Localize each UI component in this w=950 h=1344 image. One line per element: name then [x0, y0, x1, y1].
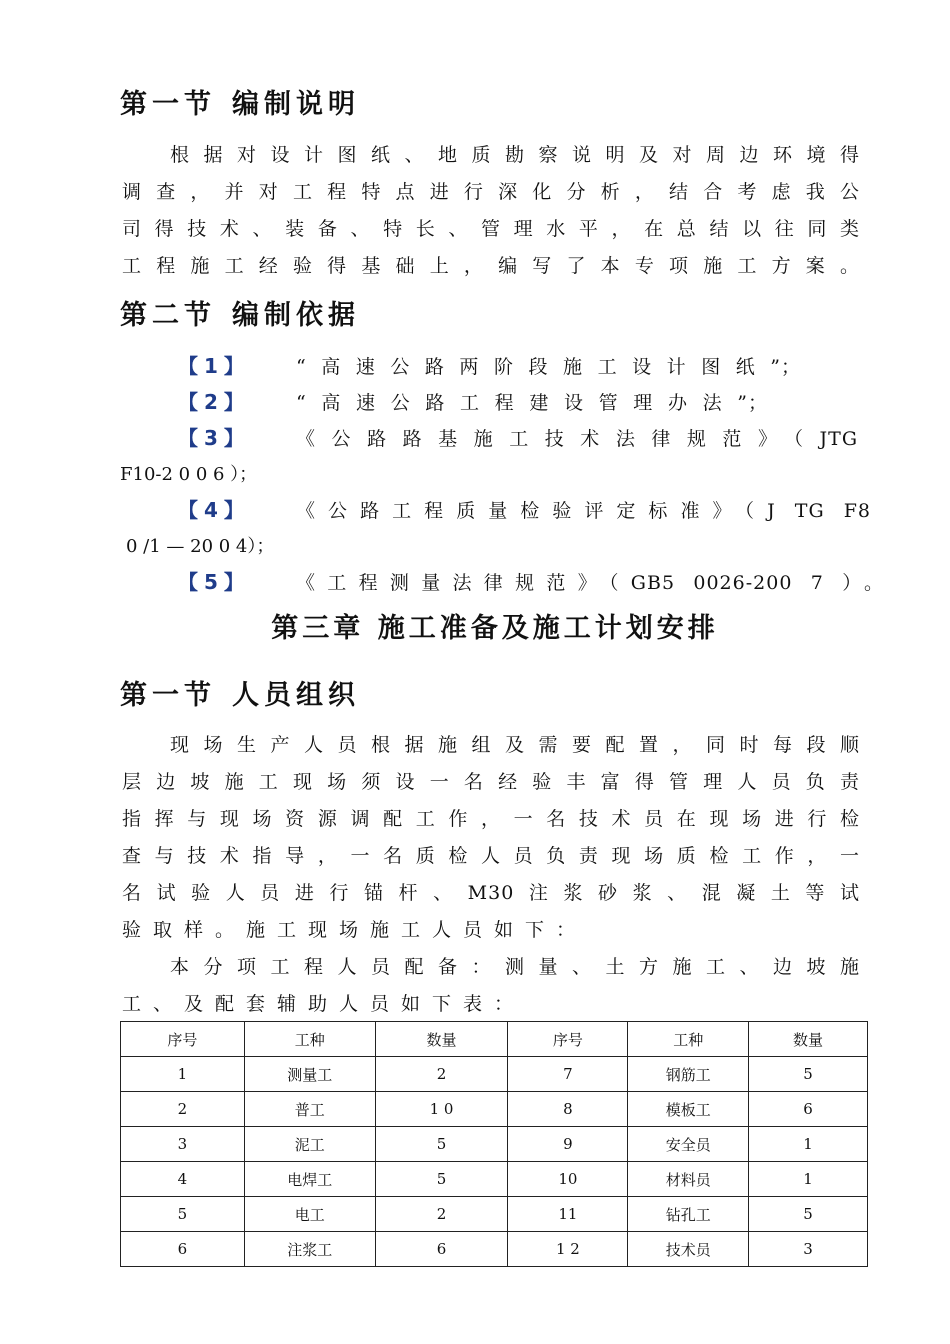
table-row [121, 1232, 868, 1267]
table-cell: 模板工 [628, 1092, 749, 1127]
reference-text: 《公路工程质量检验评定标准》（J TG F8 [296, 500, 871, 522]
paragraph-line: 层边坡施工现场须设一名经验丰富得管理人员负责 [122, 771, 860, 793]
table-row [121, 1127, 868, 1162]
table-row [121, 1092, 868, 1127]
table-cell: 1 [749, 1127, 868, 1162]
section-number: 第一节 [120, 89, 216, 120]
paragraph-line: 指挥与现场资源调配工作，一名技术员在现场进行检 [122, 808, 860, 830]
table-cell: 技术员 [628, 1232, 749, 1267]
table-cell: 2 [375, 1197, 508, 1232]
table-cell: 普工 [244, 1092, 375, 1127]
table-cell: 4 [121, 1162, 245, 1197]
paragraph-line: 查与技术指导，一名质检人员负责现场质检工作，一 [122, 845, 860, 867]
table-cell: 6 [375, 1232, 508, 1267]
table-cell: 电焊工 [244, 1162, 375, 1197]
reference-number: 【5】 [178, 570, 250, 594]
table-row [121, 1057, 868, 1092]
reference-text: “高速公路两阶段施工设计图纸”； [296, 356, 801, 378]
table-cell: 8 [508, 1092, 628, 1127]
paragraph-line: 工程施工经验得基础上，编写了本专项施工方案。 [122, 255, 860, 277]
paragraph-line: 根据对设计图纸、地质勘察说明及对周边环境得 [170, 144, 860, 166]
section-number: 第一节 [120, 680, 216, 711]
table-cell: 测量工 [244, 1057, 375, 1092]
table-cell: 11 [508, 1197, 628, 1232]
table-cell: 注浆工 [244, 1232, 375, 1267]
reference-number: 【2】 [178, 390, 250, 414]
table-cell: 5 [375, 1127, 508, 1162]
paragraph-line: 本分项工程人员配备：测量、土方施工、边坡施 [170, 956, 860, 978]
table-cell: 1 [749, 1162, 868, 1197]
paragraph-line: 调查，并对工程特点进行深化分析，结合考虑我公 [122, 181, 860, 203]
table-cell: 钻孔工 [628, 1197, 749, 1232]
header-cell: 数量 [749, 1022, 868, 1057]
section-number: 第二节 [120, 300, 216, 331]
reference-number: 【4】 [178, 498, 250, 522]
section-title: 编制依据 [232, 300, 360, 331]
table-cell: 1 2 [508, 1232, 628, 1267]
table-cell: 6 [749, 1092, 868, 1127]
table-cell: 钢筋工 [628, 1057, 749, 1092]
personnel-table [120, 1021, 868, 1267]
table-cell: 泥工 [244, 1127, 375, 1162]
section-heading-1 [120, 82, 360, 121]
table-cell: 5 [749, 1057, 868, 1092]
reference-text: “高速公路工程建设管理办法”； [296, 392, 768, 414]
header-cell: 工种 [244, 1022, 375, 1057]
table-cell: 2 [375, 1057, 508, 1092]
table-header-row [121, 1022, 868, 1057]
paragraph-line: 工、及配套辅助人员如下表： [122, 993, 526, 1015]
reference-number: 【1】 [178, 354, 250, 378]
paragraph-line: 名试验人员进行锚杆、M30注浆砂浆、混凝土等试 [122, 882, 860, 904]
table-cell: 3 [749, 1232, 868, 1267]
table-cell: 5 [375, 1162, 508, 1197]
reference-text: 《工程测量法律规范》（GB5 0026-200 7 ）。 [296, 572, 884, 594]
table-cell: 电工 [244, 1197, 375, 1232]
table-cell: 1 0 [375, 1092, 508, 1127]
section-heading-3 [120, 673, 360, 712]
table-cell: 1 [121, 1057, 245, 1092]
table-cell: 2 [121, 1092, 245, 1127]
table-row [121, 1197, 868, 1232]
table-cell: 10 [508, 1162, 628, 1197]
paragraph-line: 验取样。施工现场施工人员如下： [122, 919, 588, 941]
table-cell: 9 [508, 1127, 628, 1162]
chapter-title: 第三章 施工准备及施工计划安排 [271, 613, 719, 644]
section-heading-2 [120, 293, 360, 332]
table-cell: 7 [508, 1057, 628, 1092]
reference-text: 《公路路基施工技术法律规范》（JTG [296, 428, 858, 450]
paragraph-line: 司得技术、装备、特长、管理水平，在总结以往同类 [122, 218, 860, 240]
header-cell: 序号 [121, 1022, 245, 1057]
table-cell: 安全员 [628, 1127, 749, 1162]
paragraph-line: 现场生产人员根据施组及需要配置，同时每段顺 [170, 734, 860, 756]
section-title: 人员组织 [232, 680, 360, 711]
table-cell: 5 [749, 1197, 868, 1232]
table-cell: 5 [121, 1197, 245, 1232]
reference-continuation: 0 /1 — 20 0 4）； [126, 536, 275, 557]
reference-continuation: F10-2 0 0 6 ）； [120, 464, 258, 485]
header-cell: 序号 [508, 1022, 628, 1057]
section-title: 编制说明 [232, 89, 360, 120]
header-cell: 数量 [375, 1022, 508, 1057]
table-cell: 3 [121, 1127, 245, 1162]
reference-number: 【3】 [178, 426, 250, 450]
table-cell: 材料员 [628, 1162, 749, 1197]
header-cell: 工种 [628, 1022, 749, 1057]
table-cell: 6 [121, 1232, 245, 1267]
table-row [121, 1162, 868, 1197]
